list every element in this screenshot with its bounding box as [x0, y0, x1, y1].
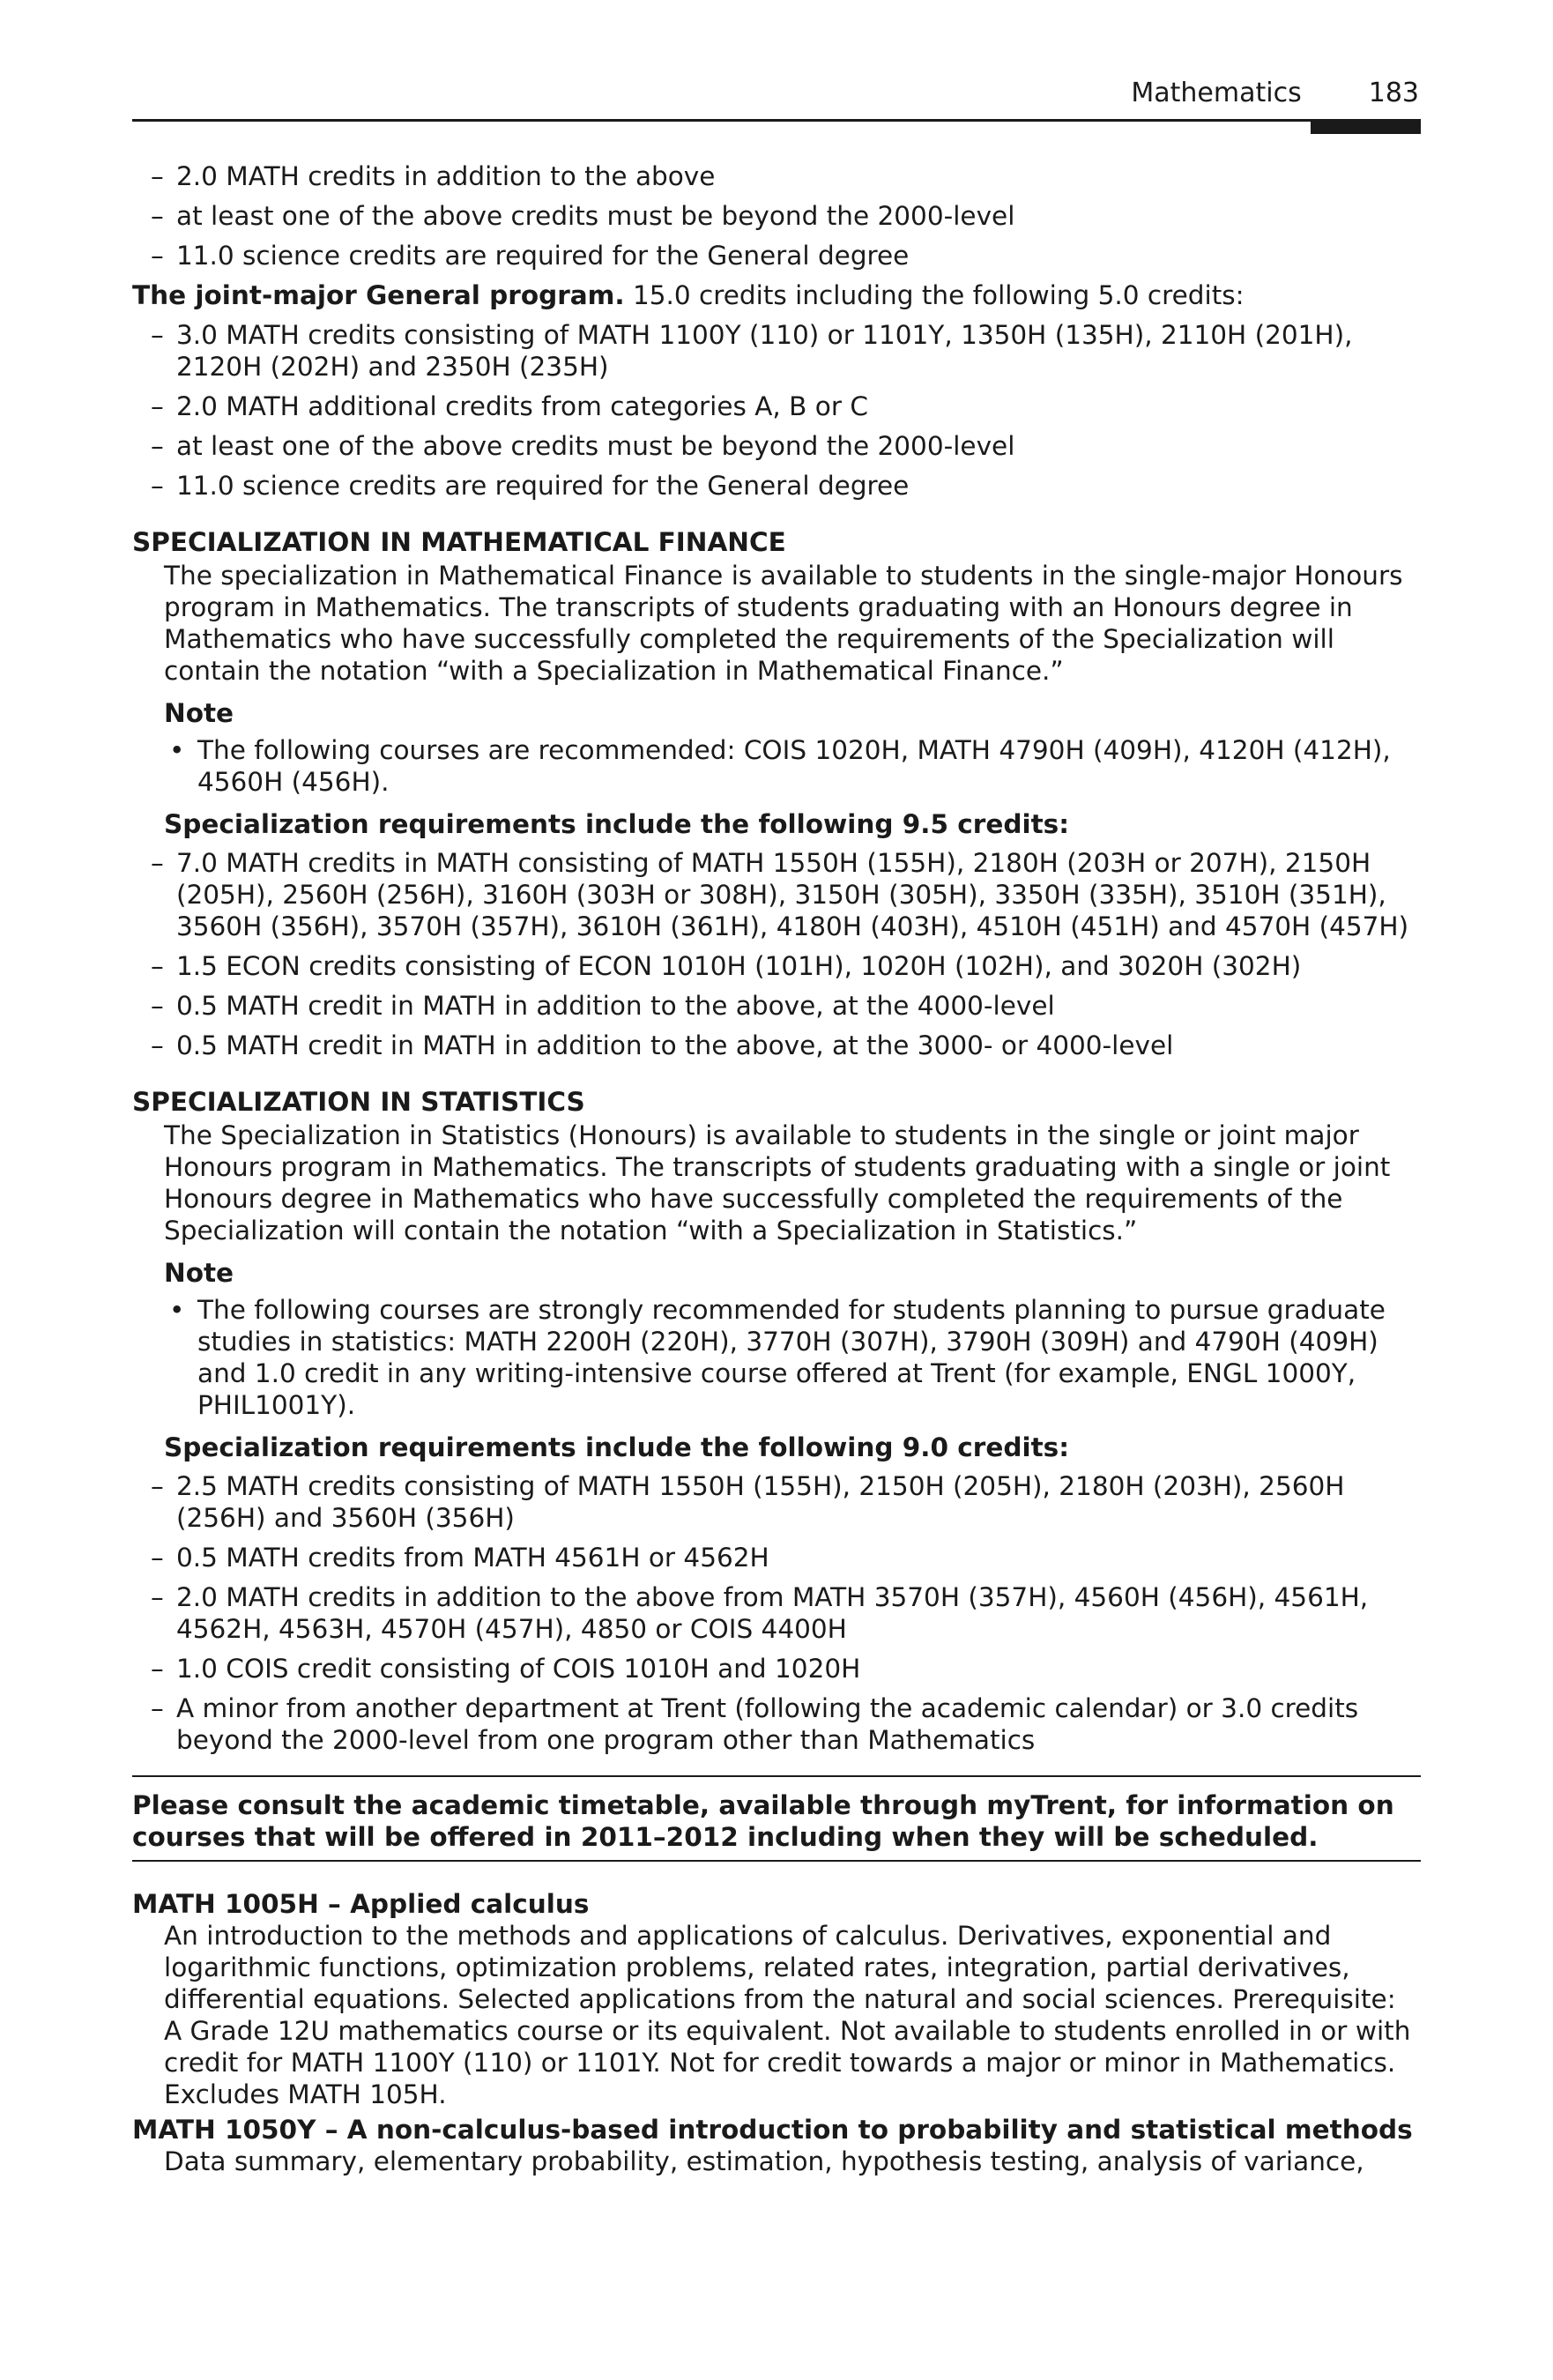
joint-major-intro: 15.0 credits including the following 5.0 credits:	[624, 280, 1245, 310]
list-item: – 2.5 MATH credits consisting of MATH 1550H (155H), 2150H (205H), 2180H (203H), 2560H (256H) and 3560H (356H)	[111, 1470, 1421, 1534]
list-item: – A minor from another department at Trent (following the academic calendar) or 3.0 credits beyond the 2000-level from one program other than Mathematics	[111, 1692, 1421, 1756]
list-item: – 2.0 MATH additional credits from categories A, B or C	[111, 390, 1421, 422]
finance-note-list	[164, 734, 1421, 798]
list-item: – 1.5 ECON credits consisting of ECON 1010H (101H), 1020H (102H), and 3020H (302H)	[111, 950, 1421, 982]
finance-requirements-list	[111, 847, 1421, 1061]
header-section-title: Mathematics	[1131, 78, 1302, 108]
course-title: MATH 1005H – Applied calculus	[132, 1889, 590, 1919]
timetable-notice: Please consult the academic timetable, available through myTrent, for information on courses that will be offered in 2011–2012 including when they will be scheduled.	[132, 1775, 1421, 1862]
statistics-requirements-block	[164, 1470, 1421, 1756]
course-description: Data summary, elementary probability, estimation, hypothesis testing, analysis of variance,	[164, 2146, 1364, 2176]
list-item: – 2.0 MATH credits in addition to the above from MATH 3570H (357H), 4560H (456H), 4561H, 4562H, 4563H, 4570H (457H), 4850 or COIS 4400H	[111, 1581, 1421, 1645]
statistics-note-list	[164, 1294, 1421, 1421]
joint-major-list	[111, 319, 1421, 502]
list-item: – 0.5 MATH credits from MATH 4561H or 4562H	[111, 1542, 1421, 1573]
statistics-requirements-list	[111, 1470, 1421, 1756]
page-content	[132, 160, 1421, 2177]
general-program-continued-list	[111, 160, 1421, 271]
list-item: – 7.0 MATH credits in MATH consisting of MATH 1550H (155H), 2180H (203H or 207H), 2150H (205H), 2560H (256H), 3160H (303H or 308H), 3150H (305H), 3350H (335H), 3510H (351H), 3560H (356H), 3570H (357H), 3610H (361H), 4180H (403H), 4510H (451H) and 4570H (457H)	[111, 847, 1421, 942]
list-item: – 3.0 MATH credits consisting of MATH 1100Y (110) or 1101Y, 1350H (135H), 2110H (201H), 2120H (202H) and 2350H (235H)	[111, 319, 1421, 383]
finance-requirements-heading: Specialization requirements include the following 9.5 credits:	[164, 809, 1070, 839]
list-item: – 11.0 science credits are required for the General degree	[111, 240, 1421, 271]
statistics-requirements-heading: Specialization requirements include the following 9.0 credits:	[164, 1432, 1070, 1462]
finance-heading: SPECIALIZATION IN MATHEMATICAL FINANCE	[132, 527, 786, 557]
page-number: 183	[1368, 78, 1419, 108]
finance-paragraph: The specialization in Mathematical Finance is available to students in the single-major Honours program in Mathematics. The transcripts of students graduating with an Honours degree in Mathematics who have successfully completed the requirements of the Specialization will contain the notation “with a Specialization in Mathematical Finance.”	[164, 561, 1403, 686]
running-header	[1131, 78, 1419, 109]
joint-major-title: The joint-major General program.	[132, 280, 625, 310]
header-tab-marker	[1311, 119, 1421, 134]
header-rule	[132, 119, 1421, 122]
statistics-paragraph: The Specialization in Statistics (Honours) is available to students in the single or joint major Honours program in Mathematics. The transcripts of students graduating with a single or joint Honours degree in Mathematics who have successfully completed the requirements of the Specialization will contain the notation “with a Specialization in Statistics.”	[164, 1120, 1391, 1246]
list-item: • The following courses are strongly recommended for students planning to pursue graduate studies in statistics: MATH 2200H (220H), 3770H (307H), 3790H (309H) and 4790H (409H) and 1.0 credit in any writing-intensive course offered at Trent (for example, ENGL 1000Y, PHIL1001Y).	[164, 1294, 1421, 1421]
finance-note-label: Note	[164, 698, 234, 728]
list-item: – at least one of the above credits must be beyond the 2000-level	[111, 200, 1421, 232]
statistics-note-label: Note	[164, 1258, 234, 1288]
course-title: MATH 1050Y – A non-calculus-based introduction to probability and statistical methods	[132, 2115, 1413, 2145]
list-item: – at least one of the above credits must be beyond the 2000-level	[111, 430, 1421, 462]
list-item: – 11.0 science credits are required for the General degree	[111, 470, 1421, 502]
finance-requirements-block	[164, 847, 1421, 1061]
course-description: An introduction to the methods and applications of calculus. Derivatives, exponential and logarithmic functions, optimization problems, related rates, integration, partial derivatives, differential equations. Selected applications from the natural and social sciences. Prerequisite: A Grade 12U mathematics course or its equivalent. Not available to students enrolled in or with credit for MATH 1100Y (110) or 1101Y. Not for credit towards a major or minor in Mathematics. Excludes MATH 105H.	[164, 1921, 1411, 2109]
list-item: – 0.5 MATH credit in MATH in addition to the above, at the 4000-level	[111, 990, 1421, 1022]
list-item: – 1.0 COIS credit consisting of COIS 1010H and 1020H	[111, 1653, 1421, 1685]
list-item: – 0.5 MATH credit in MATH in addition to the above, at the 3000- or 4000-level	[111, 1030, 1421, 1061]
statistics-heading: SPECIALIZATION IN STATISTICS	[132, 1087, 585, 1117]
list-item: • The following courses are recommended: COIS 1020H, MATH 4790H (409H), 4120H (412H), 4560H (456H).	[164, 734, 1421, 798]
joint-major-general-program	[132, 279, 1421, 311]
list-item: – 2.0 MATH credits in addition to the above	[111, 160, 1421, 192]
